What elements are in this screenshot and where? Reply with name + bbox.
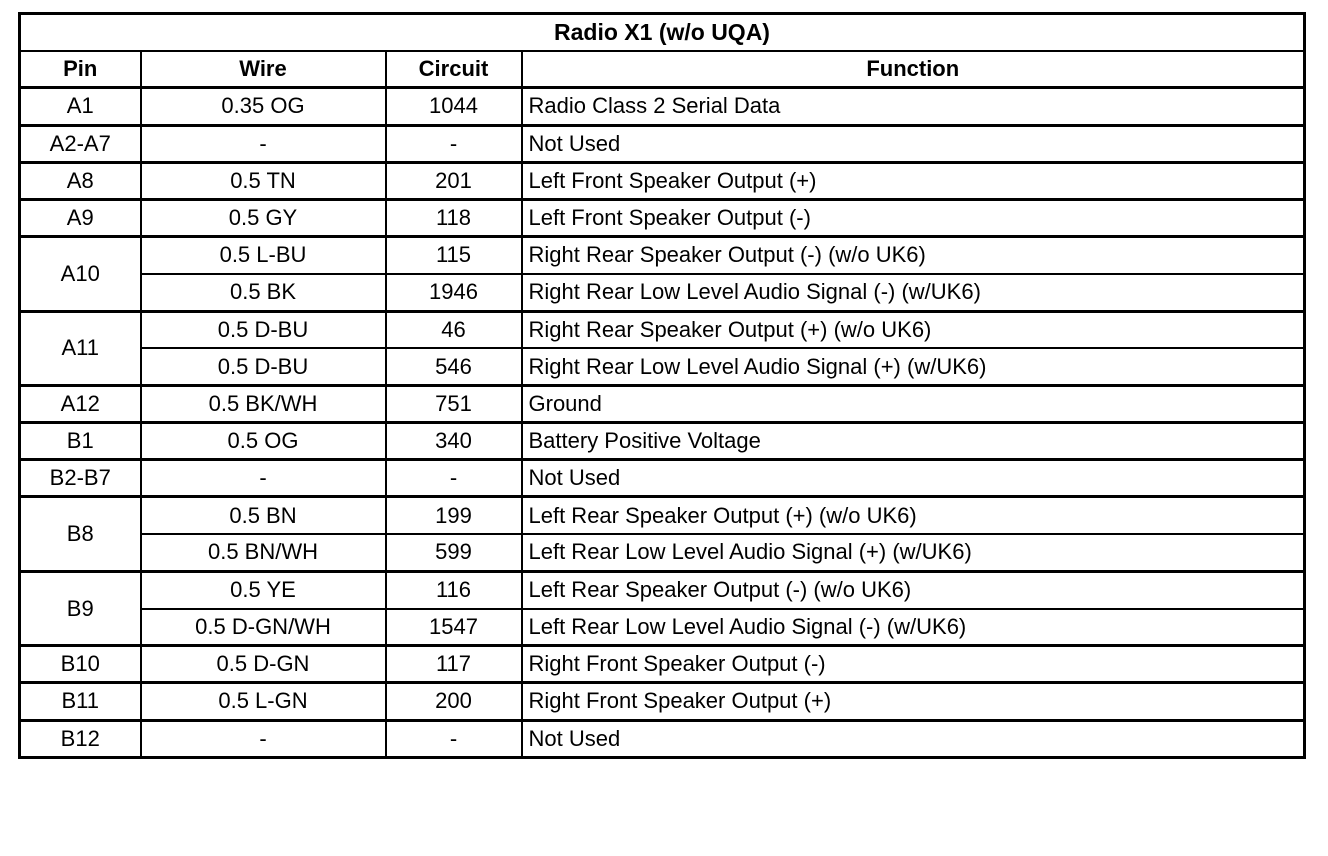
circuit-cell: 46	[386, 311, 522, 348]
pin-cell: B10	[20, 646, 141, 683]
wire-cell: -	[141, 720, 386, 757]
function-cell: Not Used	[522, 460, 1305, 497]
function-cell: Ground	[522, 385, 1305, 422]
function-cell: Not Used	[522, 125, 1305, 162]
table-title: Radio X1 (w/o UQA)	[20, 14, 1305, 51]
circuit-cell: 340	[386, 423, 522, 460]
circuit-cell: 117	[386, 646, 522, 683]
circuit-cell: -	[386, 720, 522, 757]
circuit-cell: 599	[386, 534, 522, 571]
circuit-cell: 201	[386, 162, 522, 199]
function-cell: Left Front Speaker Output (-)	[522, 199, 1305, 236]
wire-cell: 0.5 D-GN	[141, 646, 386, 683]
function-cell: Left Rear Low Level Audio Signal (-) (w/UK6)	[522, 609, 1305, 646]
table-row	[20, 534, 1305, 571]
circuit-cell: -	[386, 125, 522, 162]
circuit-cell: 1946	[386, 274, 522, 311]
function-cell: Right Rear Speaker Output (+) (w/o UK6)	[522, 311, 1305, 348]
circuit-cell: 751	[386, 385, 522, 422]
circuit-cell: -	[386, 460, 522, 497]
wire-cell: 0.5 TN	[141, 162, 386, 199]
circuit-cell: 1547	[386, 609, 522, 646]
pin-cell: A2-A7	[20, 125, 141, 162]
function-cell: Right Front Speaker Output (-)	[522, 646, 1305, 683]
wire-cell: 0.35 OG	[141, 88, 386, 125]
table-row	[20, 237, 1305, 274]
table-row	[20, 385, 1305, 422]
wire-cell: 0.5 BK/WH	[141, 385, 386, 422]
wire-cell: -	[141, 125, 386, 162]
table-row	[20, 348, 1305, 385]
wire-cell: 0.5 L-GN	[141, 683, 386, 720]
table-row	[20, 311, 1305, 348]
table-row	[20, 646, 1305, 683]
wire-cell: 0.5 L-BU	[141, 237, 386, 274]
circuit-cell: 546	[386, 348, 522, 385]
pin-cell: B2-B7	[20, 460, 141, 497]
pin-cell: B9	[20, 571, 141, 645]
circuit-cell: 200	[386, 683, 522, 720]
function-cell: Left Rear Speaker Output (+) (w/o UK6)	[522, 497, 1305, 534]
table-row	[20, 571, 1305, 608]
function-cell: Left Front Speaker Output (+)	[522, 162, 1305, 199]
function-cell: Right Rear Low Level Audio Signal (-) (w/UK6)	[522, 274, 1305, 311]
pin-cell: B11	[20, 683, 141, 720]
header-circuit: Circuit	[386, 51, 522, 88]
header-function: Function	[522, 51, 1305, 88]
function-cell: Right Rear Low Level Audio Signal (+) (w/UK6)	[522, 348, 1305, 385]
table-row	[20, 720, 1305, 757]
wire-cell: 0.5 YE	[141, 571, 386, 608]
function-cell: Radio Class 2 Serial Data	[522, 88, 1305, 125]
wire-cell: 0.5 BN/WH	[141, 534, 386, 571]
wire-cell: 0.5 BN	[141, 497, 386, 534]
pin-cell: B12	[20, 720, 141, 757]
pin-cell: A1	[20, 88, 141, 125]
table-row	[20, 125, 1305, 162]
function-cell: Right Front Speaker Output (+)	[522, 683, 1305, 720]
pin-cell: B1	[20, 423, 141, 460]
pinout-table	[18, 12, 1306, 759]
header-pin: Pin	[20, 51, 141, 88]
pin-cell: A8	[20, 162, 141, 199]
table-row	[20, 199, 1305, 236]
wire-cell: 0.5 D-BU	[141, 348, 386, 385]
pin-cell: A10	[20, 237, 141, 311]
table-body	[20, 88, 1305, 757]
table-row	[20, 497, 1305, 534]
table-row	[20, 88, 1305, 125]
pin-cell: B8	[20, 497, 141, 571]
table-row	[20, 683, 1305, 720]
function-cell: Battery Positive Voltage	[522, 423, 1305, 460]
table-row	[20, 423, 1305, 460]
circuit-cell: 199	[386, 497, 522, 534]
circuit-cell: 1044	[386, 88, 522, 125]
circuit-cell: 115	[386, 237, 522, 274]
header-wire: Wire	[141, 51, 386, 88]
wire-cell: 0.5 OG	[141, 423, 386, 460]
function-cell: Right Rear Speaker Output (-) (w/o UK6)	[522, 237, 1305, 274]
pin-cell: A12	[20, 385, 141, 422]
wire-cell: 0.5 BK	[141, 274, 386, 311]
wire-cell: 0.5 D-GN/WH	[141, 609, 386, 646]
table-row	[20, 460, 1305, 497]
circuit-cell: 116	[386, 571, 522, 608]
table-row	[20, 609, 1305, 646]
pin-cell: A11	[20, 311, 141, 385]
circuit-cell: 118	[386, 199, 522, 236]
wire-cell: -	[141, 460, 386, 497]
wire-cell: 0.5 GY	[141, 199, 386, 236]
function-cell: Left Rear Low Level Audio Signal (+) (w/UK6)	[522, 534, 1305, 571]
function-cell: Left Rear Speaker Output (-) (w/o UK6)	[522, 571, 1305, 608]
function-cell: Not Used	[522, 720, 1305, 757]
table-row	[20, 274, 1305, 311]
pin-cell: A9	[20, 199, 141, 236]
wire-cell: 0.5 D-BU	[141, 311, 386, 348]
table-row	[20, 162, 1305, 199]
